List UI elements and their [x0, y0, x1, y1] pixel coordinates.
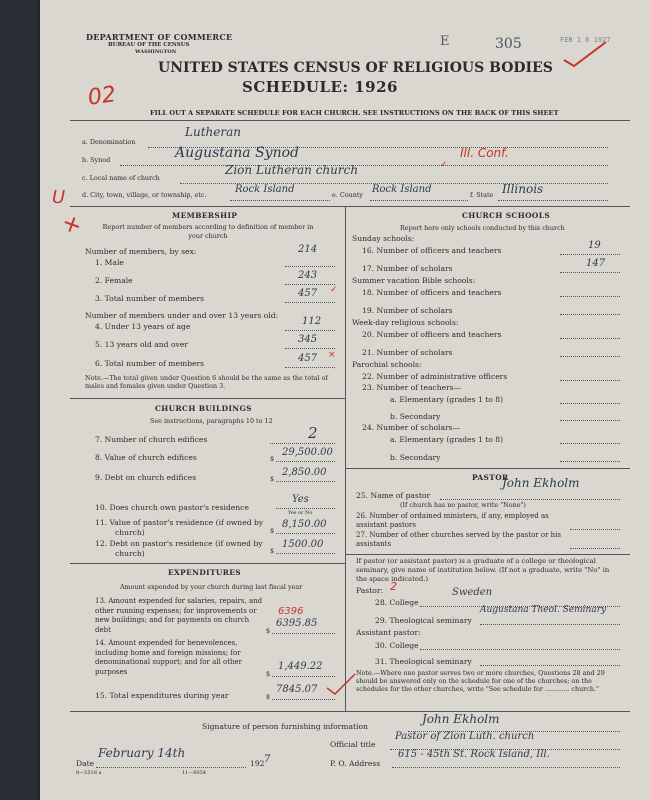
q29-value: Augustana Theol. Seminary — [480, 605, 607, 615]
state-line — [498, 200, 608, 201]
q9-dollar: $ — [270, 475, 275, 483]
expenditures-heading: EXPENDITURES — [168, 568, 242, 577]
section-rule — [70, 206, 630, 207]
q12-label-b: church) — [115, 549, 145, 558]
q7-line — [270, 443, 335, 444]
graduate-note: If pastor (or assistant pastor) is a graduate of a college or theological seminary, give name of institution below. (If not a graduate, write "No" in the space indicated.) — [356, 557, 610, 583]
q15-line — [272, 699, 335, 700]
q29-label: 29. Theological seminary — [375, 616, 472, 625]
q2-value: 243 — [298, 270, 318, 281]
synod-value: Augustana Synod — [175, 145, 299, 161]
q7-label: 7. Number of church edifices — [95, 435, 208, 444]
q22-line — [560, 380, 620, 381]
address-label: P. O. Address — [330, 759, 381, 768]
q11-dollar: $ — [270, 527, 275, 535]
state-label: f. State — [470, 191, 494, 199]
buildings-rule — [70, 563, 345, 564]
membership-rule — [70, 398, 345, 399]
q11-label-b: church) — [115, 528, 145, 537]
form-letter: E — [440, 34, 450, 49]
expenditures-intro: Amount expended by your church during last fiscal year — [120, 583, 303, 591]
schools-intro: Report here only schools conducted by this church — [400, 224, 565, 232]
city-heading: WASHINGTON — [135, 49, 177, 55]
q30-line — [420, 649, 620, 650]
q26-label: 26. Number of ordained ministers, if any, employed as assistant pastors — [356, 512, 549, 529]
q25-line — [440, 499, 620, 500]
date-value: February 14th — [98, 746, 186, 760]
checkmark-icon — [560, 38, 610, 68]
instruction-line: FILL OUT A SEPARATE SCHEDULE FOR EACH CHURCH. SEE INSTRUCTIONS ON THE BACK OF THIS SHEET — [150, 109, 559, 117]
q24-label: 24. Number of scholars— — [362, 423, 461, 432]
red-code-mark: 02 — [86, 82, 118, 111]
denomination-value: Lutheran — [185, 125, 241, 139]
summer-schools-label: Summer vacation Bible schools: — [352, 276, 476, 285]
yes-no-hint: Yes or No — [288, 510, 313, 516]
q11-value: 8,150.00 — [282, 519, 327, 530]
q20-line — [560, 338, 620, 339]
membership-note: Note.—The total given under Question 6 should be the same as the total of males and females given under Question 3. — [85, 374, 328, 390]
header-rule — [70, 120, 630, 121]
q19-label: 19. Number of scholars — [362, 306, 453, 315]
q13-value: 6395.85 — [276, 618, 318, 629]
q6-value: 457 — [298, 353, 318, 364]
parochial-schools-label: Parochial schools: — [352, 360, 422, 369]
q6-line — [285, 367, 335, 368]
q12-line — [276, 553, 335, 554]
city-value: Rock Island — [235, 184, 295, 195]
department-heading: DEPARTMENT OF COMMERCE — [86, 32, 233, 42]
q13-line — [272, 633, 335, 634]
official-title-label: Official title — [330, 740, 376, 749]
q24b-label: b. Secondary — [390, 453, 441, 462]
q14-label: 14. Amount expended for benevolences, including home and foreign missions; for denominational support; and for all other purposes — [95, 639, 242, 676]
q25-note: (If church has no pastor, write "None") — [400, 501, 526, 509]
weekday-schools-label: Week-day religious schools: — [352, 318, 459, 327]
signature-rule — [70, 711, 630, 712]
q4-value: 112 — [302, 316, 322, 327]
q25-label: 25. Name of pastor — [356, 491, 431, 500]
q17-label: 17. Number of scholars — [362, 264, 453, 273]
q21-label: 21. Number of scholars — [362, 348, 453, 357]
denomination-label: a. Denomination — [82, 138, 136, 146]
q10-label: 10. Does church own pastor's residence — [95, 503, 249, 512]
q31-label: 31. Theological seminary — [375, 657, 472, 666]
buildings-intro: See instructions, paragraphs 10 to 12 — [150, 417, 273, 425]
q11-label-a: 11. Value of pastor's residence (if owned by — [95, 518, 264, 527]
q17-line — [560, 272, 620, 273]
red-x-mark: + — [57, 207, 87, 241]
print-code-left: 8—5518 a — [76, 770, 102, 776]
q23b-label: b. Secondary — [390, 412, 441, 421]
q3-value: 457 — [298, 288, 318, 299]
q12-label-a: 12. Debt on pastor's residence (if owned by — [95, 539, 263, 548]
q24a-line — [560, 443, 620, 444]
q12-value: 1500.00 — [282, 539, 324, 550]
checkmark-icon — [325, 672, 357, 698]
q16-label: 16. Number of officers and teachers — [362, 246, 502, 255]
address-line — [392, 767, 620, 768]
q9-label: 9. Debt on church edifices — [95, 473, 197, 482]
q27-line — [570, 548, 620, 549]
date-label: Date — [76, 759, 95, 768]
q6-red-tick: × — [328, 350, 336, 360]
q15-value: 7845.07 — [276, 684, 318, 695]
buildings-heading: CHURCH BUILDINGS — [155, 404, 252, 413]
q24b-line — [560, 461, 620, 462]
conference-note: Ill. Conf. — [460, 146, 509, 160]
q14-dollar: $ — [266, 670, 271, 678]
pastor-subheading: Pastor: — [356, 586, 384, 595]
pastor-rule — [345, 554, 630, 555]
membership-heading: MEMBERSHIP — [172, 211, 238, 220]
q26-line — [570, 529, 620, 530]
column-divider — [345, 206, 346, 711]
county-label: e. County — [332, 191, 363, 199]
census-schedule-sheet — [40, 0, 650, 800]
schools-rule — [345, 468, 630, 469]
schedule-title: SCHEDULE: 1926 — [242, 78, 398, 96]
q27-label: 27. Number of other churches served by the pastor or his assistants — [356, 531, 561, 548]
county-value: Rock Island — [372, 184, 432, 195]
synod-line — [120, 165, 608, 166]
q10-value: Yes — [292, 494, 309, 505]
q2-line — [285, 284, 335, 285]
q14-value: 1,449.22 — [278, 661, 323, 672]
q9-line — [276, 481, 335, 482]
q23a-label: a. Elementary (grades 1 to 8) — [390, 395, 504, 404]
red-u-mark: U — [52, 187, 66, 208]
q23a-line — [560, 403, 620, 404]
q12-dollar: $ — [270, 547, 275, 555]
q9-value: 2,850.00 — [282, 467, 327, 478]
q5-line — [285, 348, 335, 349]
q3-line — [285, 302, 335, 303]
address-value: 615 - 45th St. Rock Island, Ill. — [398, 749, 550, 760]
q8-dollar: $ — [270, 455, 275, 463]
q24a-label: a. Elementary (grades 1 to 8) — [390, 435, 504, 444]
pastor-heading: PASTOR — [472, 473, 509, 482]
q3-red-tick: ✓ — [330, 285, 338, 295]
q17-value: 147 — [586, 258, 606, 269]
sunday-schools-label: Sunday schools: — [352, 234, 415, 243]
q8-label: 8. Value of church edifices — [95, 453, 197, 462]
print-code-right: 11—6054 — [182, 770, 207, 776]
q3-label: 3. Total number of members — [95, 294, 205, 303]
q16-line — [560, 254, 620, 255]
age-label: Number of members under and over 13 years old: — [85, 311, 279, 320]
form-title: UNITED STATES CENSUS OF RELIGIOUS BODIES — [158, 60, 553, 76]
q18-line — [560, 296, 620, 297]
church-name-label: c. Local name of church — [82, 174, 160, 182]
signature-label: Signature of person furnishing information — [202, 722, 368, 731]
q4-label: 4. Under 13 years of age — [95, 322, 191, 331]
schools-heading: CHURCH SCHOOLS — [462, 211, 551, 220]
q8-value: 29,500.00 — [282, 447, 333, 458]
q7-value: 2 — [308, 424, 318, 442]
q28-label: 28. College — [375, 598, 419, 607]
q1-line — [285, 266, 335, 267]
q30-label: 30. College — [375, 641, 419, 650]
q5-label: 5. 13 years old and over — [95, 340, 188, 349]
q29-line — [480, 624, 620, 625]
year-suffix: 7 — [264, 754, 271, 765]
q22-label: 22. Number of administrative officers — [362, 372, 508, 381]
by-sex-label: Number of members, by sex: — [85, 247, 197, 256]
synod-label: b. Synod — [82, 156, 111, 164]
form-number: 305 — [495, 36, 522, 52]
q23-label: 23. Number of teachers— — [362, 383, 462, 392]
membership-intro: Report number of members according to definition of member in your church — [102, 223, 314, 240]
q15-label: 15. Total expenditures during year — [95, 691, 229, 700]
date-line — [96, 767, 246, 768]
q20-label: 20. Number of officers and teachers — [362, 330, 502, 339]
year-prefix: 192 — [250, 759, 265, 768]
q13-dollar: $ — [266, 627, 271, 635]
county-line — [370, 200, 468, 201]
q13-label: 13. Amount expended for salaries, repairs, and other running expenses; for improvements or new buildings; and for payments on church debt — [95, 597, 263, 634]
assistant-subheading: Assistant pastor: — [356, 628, 421, 637]
q10-line — [276, 508, 335, 509]
q18-label: 18. Number of officers and teachers — [362, 288, 502, 297]
received-date-stamp: FEB 1 6 1927 — [560, 36, 611, 44]
by-sex-value: 214 — [298, 244, 318, 255]
signature-value: John Ekholm — [422, 712, 500, 726]
q11-line — [276, 533, 335, 534]
q8-line — [276, 461, 335, 462]
q15-dollar: $ — [266, 693, 271, 701]
q4-line — [285, 330, 335, 331]
q21-line — [560, 356, 620, 357]
q19-line — [560, 314, 620, 315]
city-line — [230, 200, 330, 201]
church-name-value: Zion Lutheran church — [225, 163, 359, 177]
pastor-red-mark: 2 — [390, 580, 397, 593]
q13-red-total: 6396 — [278, 606, 304, 617]
q28-value: Sweden — [452, 587, 493, 598]
q25-value: John Ekholm — [502, 476, 580, 490]
pastor-note: Note.—Where one pastor serves two or more churches, Questions 28 and 29 should be answered only on the schedule for one of the churches; on the schedules for the other churches, write "See schedule for ............ church." — [356, 669, 605, 693]
q16-value: 19 — [588, 240, 601, 251]
bureau-heading: BUREAU OF THE CENSUS — [108, 42, 190, 48]
q6-label: 6. Total number of members — [95, 359, 205, 368]
city-label: d. City, town, village, or township, etc. — [82, 191, 207, 199]
state-value: Illinois — [502, 182, 544, 196]
q5-value: 345 — [298, 334, 318, 345]
q31-line — [480, 665, 620, 666]
official-title-value: Pastor of Zion Luth. church — [395, 731, 535, 742]
q1-label: 1. Male — [95, 258, 124, 267]
q2-label: 2. Female — [95, 276, 133, 285]
q23b-line — [560, 420, 620, 421]
church-red-tick: ✓ — [440, 160, 448, 170]
